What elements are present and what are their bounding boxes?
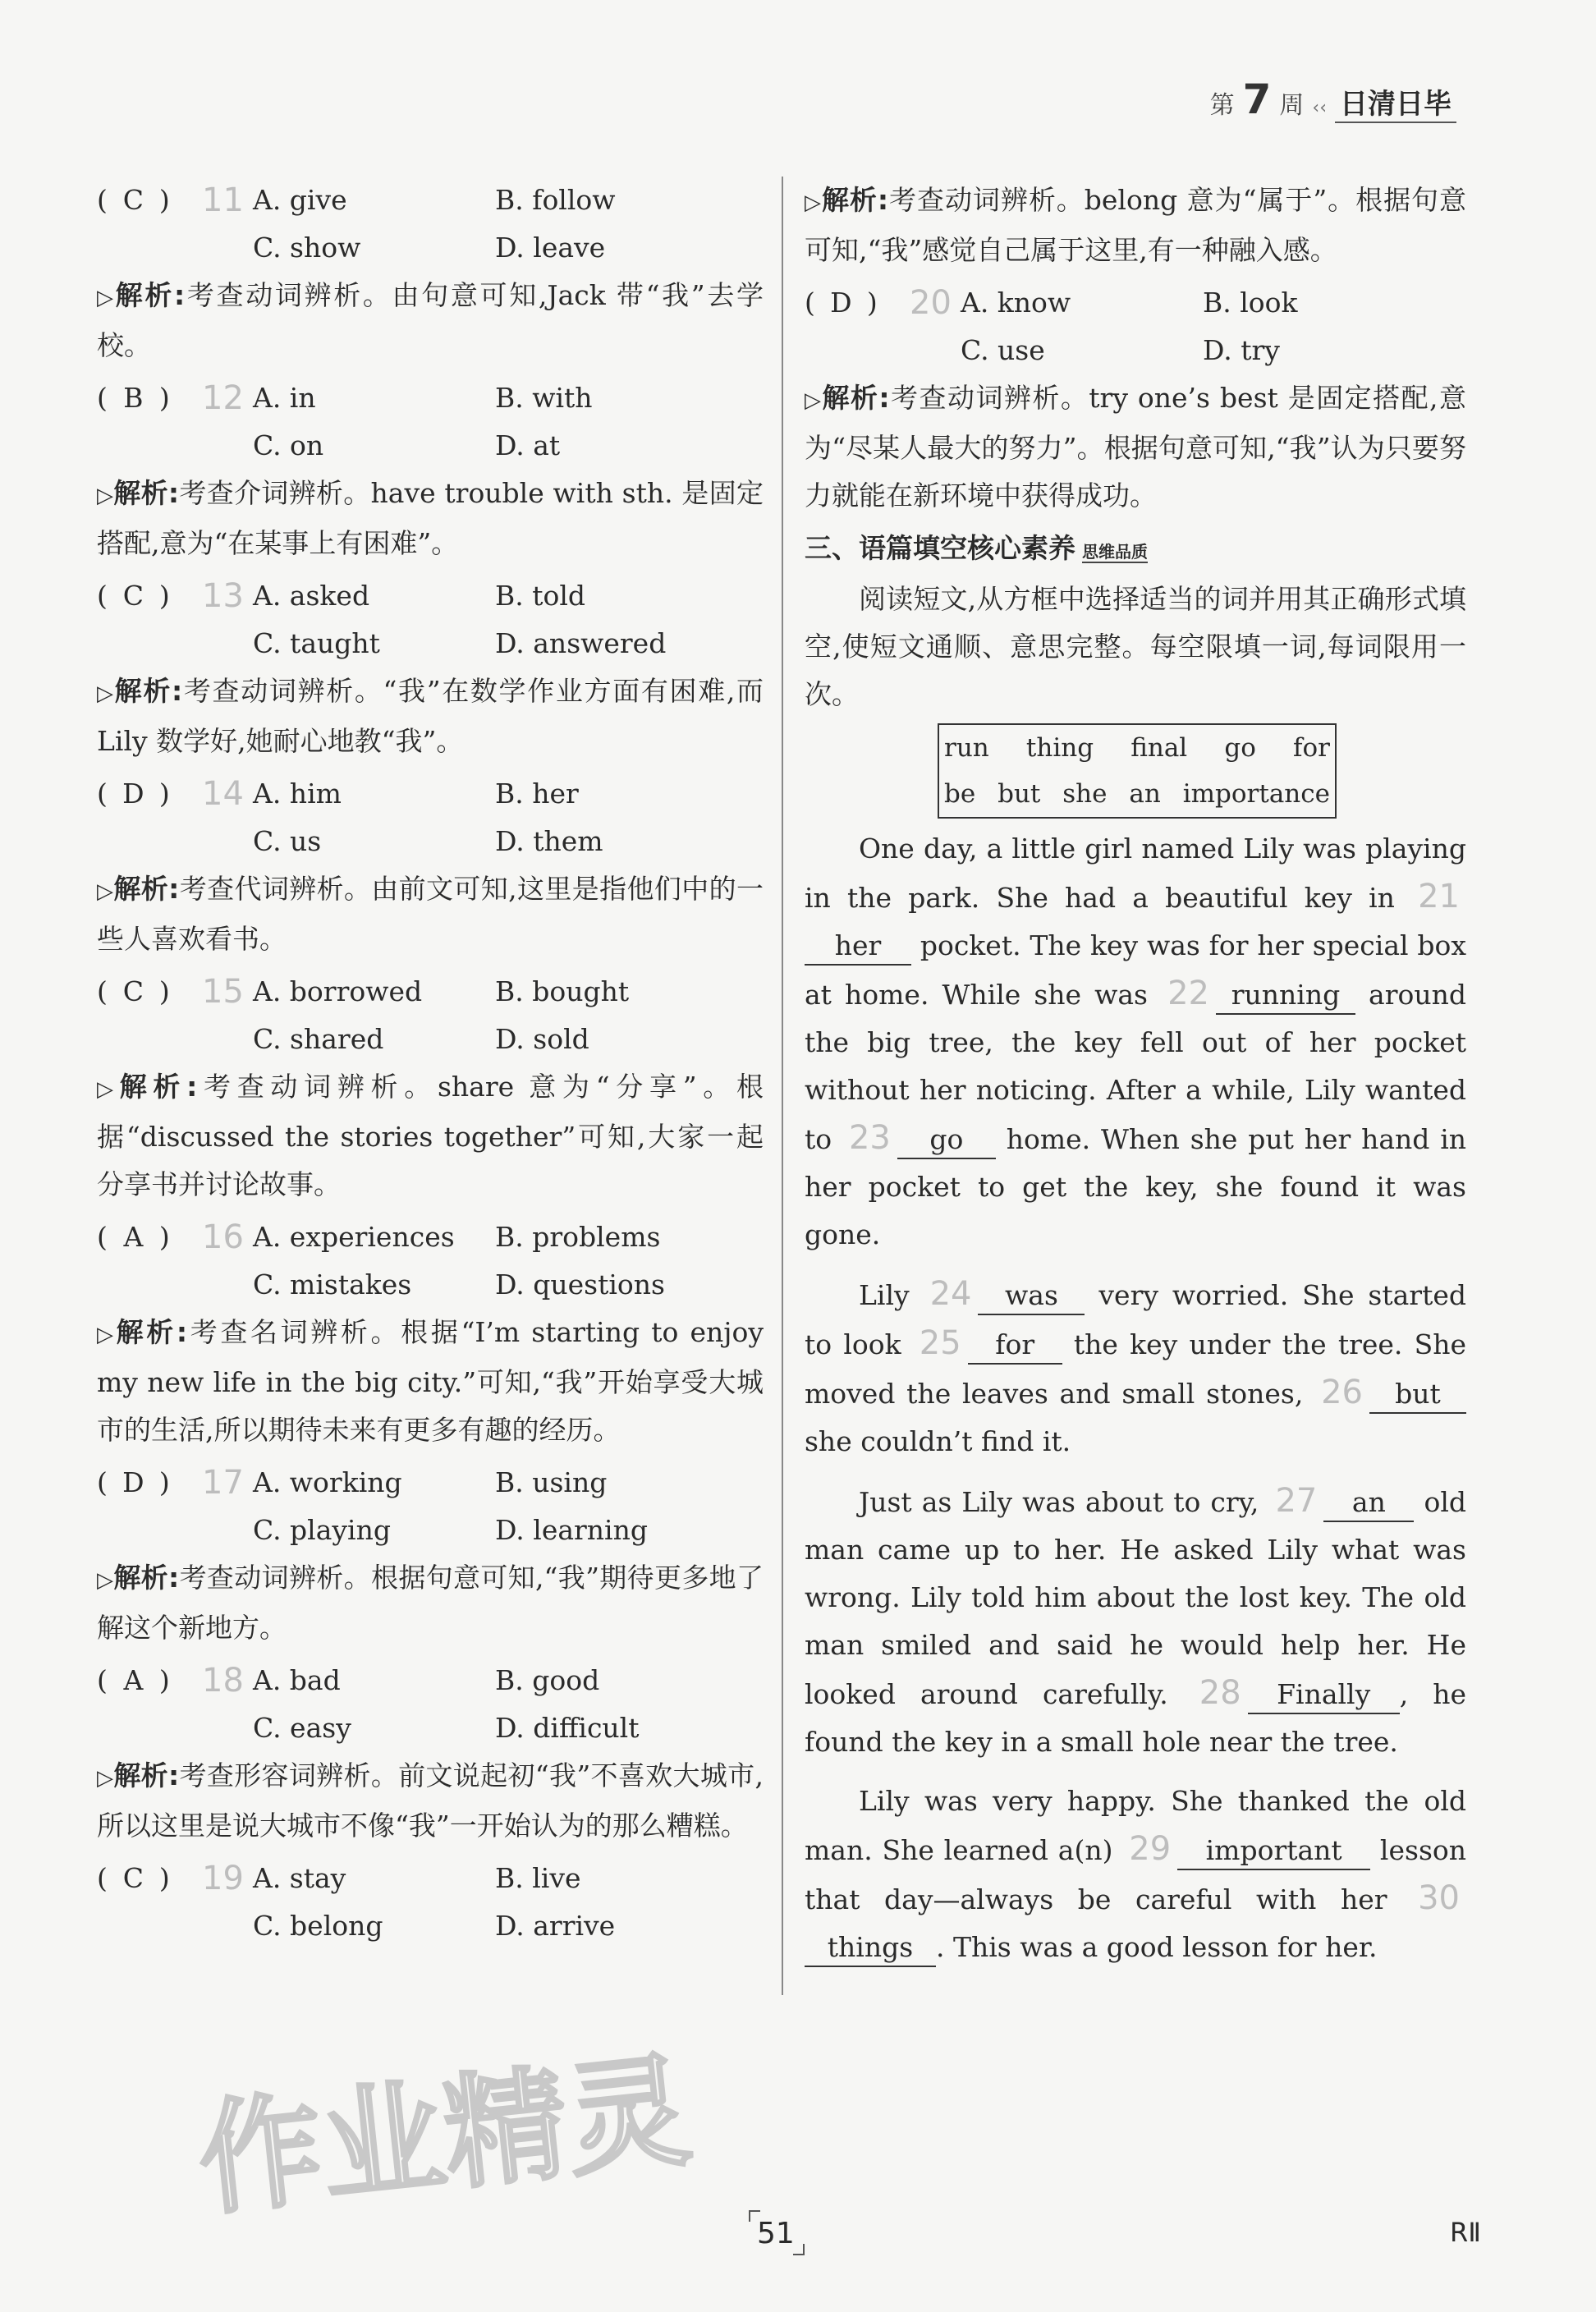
options — [253, 1855, 741, 1950]
option-c: C. on — [253, 429, 324, 461]
analysis-13 — [97, 667, 764, 765]
option-b: B. look — [1203, 287, 1298, 319]
paragraph-3 — [805, 1477, 1466, 1766]
text: the key under the tree. She moved the leaves and small stones, — [805, 1328, 1466, 1410]
word: an — [1129, 779, 1161, 809]
blank-number: 21 — [1418, 878, 1460, 915]
option-b: B. bought — [495, 975, 630, 1007]
triangle-icon: ▷ — [97, 1568, 114, 1593]
blank-answer: running — [1216, 977, 1355, 1015]
analysis-text: 考查名词辨析。根据“I’m starting to enjoy my new life in the big city.”可知,“我”开始享受大城市的生活,所以期待未来有更多有趣的经历。 — [97, 1316, 764, 1446]
analysis-text: 考查动词辨析。“我”在数学作业方面有困难,而 Lily 数学好,她耐心地教“我”。 — [97, 675, 764, 757]
triangle-icon: ▷ — [97, 1766, 114, 1791]
text: lesson that day—always be careful with her — [805, 1834, 1466, 1915]
blank-answer: go — [897, 1122, 996, 1159]
answer-paren: ( D ) — [97, 770, 202, 865]
answer: C — [122, 184, 144, 216]
blank-number: 25 — [919, 1324, 961, 1362]
analysis-label: 解析: — [113, 1562, 180, 1594]
question-11 — [97, 177, 764, 272]
analysis-14 — [97, 865, 764, 963]
triangle-icon: ▷ — [97, 286, 116, 310]
question-number: 14 — [202, 775, 244, 813]
blank-number: 27 — [1275, 1482, 1318, 1520]
section-instruction: 阅读短文,从方框中选择适当的词并用其正确形式填空,使短文通顺、意思完整。每空限填一词,每词限用一次。 — [805, 583, 1466, 710]
question-17 — [97, 1459, 764, 1554]
blank-answer: Finally — [1248, 1677, 1400, 1714]
word: thing — [1025, 733, 1094, 763]
question-15 — [97, 968, 764, 1063]
paragraph-4 — [805, 1778, 1466, 1971]
analysis-label: 解析: — [114, 675, 183, 707]
text: old man came up to her. He asked Lily what was wrong. Lily told him about the lost key. The old man smiled and said he would help her. He looked around carefully. — [805, 1486, 1466, 1710]
answer: A — [123, 1221, 144, 1253]
question-20 — [805, 279, 1466, 374]
question-number: 17 — [202, 1464, 244, 1502]
triangle-icon: ▷ — [97, 484, 114, 508]
edition-mark: RⅡ — [1450, 2217, 1481, 2248]
options — [961, 279, 1449, 374]
analysis-text: 考查动词辨析。由句意可知,Jack 带“我”去学校。 — [97, 279, 764, 361]
text: home. When she put her hand in her pocket to get the key, she found it was gone. — [805, 1123, 1467, 1250]
option-c: C. shared — [253, 1023, 384, 1055]
analysis-text: 考查介词辨析。have trouble with sth. 是固定搭配,意为“在某事上有困难”。 — [97, 477, 764, 559]
week-prefix: 第 — [1209, 91, 1235, 120]
question-number: 16 — [202, 1218, 244, 1256]
option-c: C. mistakes — [253, 1268, 412, 1300]
blank-answer: was — [978, 1278, 1085, 1315]
column-divider — [782, 177, 783, 1995]
analysis-label: 解析: — [119, 1071, 198, 1103]
analysis-11 — [97, 272, 764, 369]
text: . This was a good lesson for her. — [936, 1931, 1378, 1963]
answer-paren: ( C ) — [97, 177, 202, 272]
answer: C — [122, 975, 144, 1007]
passage — [805, 825, 1466, 1971]
analysis-19 — [805, 177, 1466, 274]
blank-answer: important — [1177, 1833, 1370, 1870]
option-d: D. leave — [495, 232, 606, 264]
blank-number: 26 — [1321, 1374, 1363, 1411]
text: Lily — [859, 1279, 910, 1311]
answer-paren: ( C ) — [97, 1855, 202, 1950]
option-d: D. arrive — [495, 1910, 616, 1942]
text: Lily was very happy. She thanked the old man. She learned a(n) — [805, 1785, 1466, 1866]
answer-paren: ( C ) — [97, 572, 202, 667]
option-c: C. us — [253, 825, 322, 857]
analysis-label: 解析: — [113, 477, 180, 509]
option-b: B. follow — [495, 184, 616, 216]
triangle-icon: ▷ — [805, 190, 822, 215]
text: , he found the key in a small hole near the tree. — [805, 1678, 1467, 1758]
triangle-icon: ▷ — [97, 681, 115, 706]
blank-answer: an — [1323, 1484, 1414, 1522]
blank-answer: things — [805, 1929, 936, 1967]
options — [253, 770, 741, 865]
question-number: 11 — [202, 181, 244, 219]
word: go — [1224, 733, 1256, 763]
question-14 — [97, 770, 764, 865]
option-d: D. answered — [495, 627, 667, 659]
answer: C — [122, 1862, 144, 1894]
word-row — [939, 771, 1335, 817]
option-c: C. show — [253, 232, 361, 264]
option-a: A. in — [253, 382, 316, 414]
option-a: A. him — [253, 778, 342, 810]
paragraph-1 — [805, 825, 1466, 1259]
option-d: D. try — [1203, 334, 1280, 366]
paragraph-2 — [805, 1270, 1466, 1466]
option-b: B. good — [495, 1664, 600, 1696]
week-number: 7 — [1242, 76, 1272, 123]
word-box — [938, 723, 1337, 819]
blank-number: 30 — [1418, 1879, 1460, 1917]
analysis-label: 解析: — [116, 1316, 188, 1348]
word: but — [998, 779, 1041, 809]
question-number: 19 — [202, 1860, 244, 1897]
text: Just as Lily was about to cry, — [859, 1486, 1259, 1518]
analysis-text: 考查动词辨析。根据句意可知,“我”期待更多地了解这个新地方。 — [97, 1562, 764, 1644]
analysis-label: 解析: — [115, 279, 186, 311]
analysis-16 — [97, 1309, 764, 1454]
analysis-label: 解析: — [113, 873, 180, 905]
option-d: D. difficult — [495, 1712, 640, 1744]
analysis-label: 解析: — [822, 382, 890, 414]
options — [253, 177, 741, 272]
blank-number: 29 — [1129, 1830, 1172, 1868]
question-number: 18 — [202, 1662, 244, 1700]
option-d: D. questions — [495, 1268, 665, 1300]
analysis-label: 解析: — [821, 184, 889, 216]
answer-paren: ( A ) — [97, 1213, 202, 1309]
triangle-icon: ▷ — [97, 879, 114, 904]
left-column — [97, 177, 764, 1950]
option-d: D. at — [495, 429, 561, 461]
answer-paren: ( D ) — [805, 279, 910, 374]
question-12 — [97, 374, 764, 470]
option-a: A. asked — [253, 580, 370, 612]
question-number: 15 — [202, 973, 244, 1011]
question-19 — [97, 1855, 764, 1950]
option-b: B. live — [495, 1862, 581, 1894]
word: she — [1062, 779, 1108, 809]
analysis-text: 考查代词辨析。由前文可知,这里是指他们中的一些人喜欢看书。 — [97, 873, 764, 955]
triangle-icon: ▷ — [805, 388, 823, 413]
triangle-icon: ▷ — [97, 1077, 120, 1102]
watermark: 作业精灵 — [192, 2039, 697, 2233]
option-d: D. learning — [495, 1514, 648, 1546]
analysis-15 — [97, 1063, 764, 1209]
blank-number: 24 — [929, 1275, 972, 1313]
option-a: A. know — [961, 287, 1071, 319]
answer: D — [830, 287, 852, 319]
right-column — [805, 177, 1466, 1983]
analysis-text: 考查动词辨析。belong 意为“属于”。根据句意可知,“我”感觉自己属于这里,有一种融入感。 — [805, 184, 1467, 266]
blank-number: 22 — [1167, 975, 1209, 1012]
question-13 — [97, 572, 764, 667]
option-b: B. using — [495, 1466, 608, 1498]
week-suffix: 周 — [1279, 91, 1305, 120]
analysis-20 — [805, 374, 1466, 520]
option-d: D. sold — [495, 1023, 589, 1055]
option-c: C. taught — [253, 627, 380, 659]
option-a: A. borrowed — [253, 975, 423, 1007]
options — [253, 1213, 741, 1309]
answer-paren: ( C ) — [97, 968, 202, 1063]
analysis-17 — [97, 1554, 764, 1652]
text: One day, a little girl named Lily was playing in the park. She had a beautiful key in — [805, 833, 1466, 914]
option-c: C. belong — [253, 1910, 383, 1942]
text: she couldn’t find it. — [805, 1425, 1071, 1457]
options — [253, 968, 741, 1063]
answer: B — [123, 382, 144, 414]
analysis-12 — [97, 470, 764, 567]
section-heading: 三、语篇填空核心素养 — [805, 532, 1075, 564]
brand-title: 日清日毕 — [1335, 81, 1456, 123]
answer-paren: ( D ) — [97, 1459, 202, 1554]
answer: D — [122, 778, 144, 810]
analysis-label: 解析: — [113, 1759, 180, 1791]
text: very worried. She started to look — [805, 1279, 1466, 1360]
blank-answer: her — [805, 928, 911, 966]
answer: A — [123, 1664, 144, 1696]
option-c: C. use — [961, 334, 1045, 366]
answer: C — [122, 580, 144, 612]
blank-number: 28 — [1199, 1674, 1241, 1712]
option-a: A. stay — [253, 1862, 346, 1894]
option-d: D. them — [495, 825, 603, 857]
section-title — [805, 525, 1466, 576]
option-b: B. told — [495, 580, 586, 612]
option-c: C. playing — [253, 1514, 391, 1546]
word: be — [944, 779, 976, 809]
text: pocket. The key was for her special box at home. While she was — [805, 929, 1466, 1011]
chevrons-icon: ‹‹ — [1312, 98, 1327, 118]
options — [253, 1459, 741, 1554]
answer-paren: ( B ) — [97, 374, 202, 470]
options — [253, 572, 741, 667]
question-number: 20 — [910, 284, 952, 322]
blank-number: 23 — [848, 1119, 891, 1157]
word: final — [1130, 733, 1188, 763]
option-b: B. with — [495, 382, 593, 414]
analysis-18 — [97, 1752, 764, 1850]
blank-answer: for — [968, 1327, 1062, 1365]
answer-paren: ( A ) — [97, 1657, 202, 1752]
question-number: 13 — [202, 577, 244, 615]
word: for — [1293, 733, 1330, 763]
blank-answer: but — [1369, 1376, 1466, 1414]
options — [253, 1657, 741, 1752]
analysis-text: 考查形容词辨析。前文说起初“我”不喜欢大城市,所以这里是说大城市不像“我”一开始认为的那么糟糕。 — [97, 1759, 764, 1842]
option-b: B. her — [495, 778, 579, 810]
option-a: A. working — [253, 1466, 402, 1498]
option-a: A. give — [253, 184, 347, 216]
header — [1210, 76, 1456, 123]
page-number: 51 — [757, 2217, 795, 2250]
word-row — [939, 725, 1335, 771]
question-16 — [97, 1213, 764, 1309]
triangle-icon: ▷ — [97, 1323, 117, 1347]
section-tag: 思维品质 — [1082, 542, 1148, 562]
options — [253, 374, 741, 470]
question-number: 12 — [202, 379, 244, 417]
analysis-text: 考查动词辨析。try one’s best 是固定搭配,意为“尽某人最大的努力”。根据句意可知,“我”认为只要努力就能在新环境中获得成功。 — [805, 382, 1466, 511]
question-18 — [97, 1657, 764, 1752]
option-a: A. experiences — [253, 1221, 455, 1253]
analysis-text: 考查动词辨析。share 意为“分享”。根据“discussed the stories together”可知,大家一起分享书并讨论故事。 — [97, 1071, 764, 1200]
word: run — [944, 733, 989, 763]
word: importance — [1182, 779, 1330, 809]
option-a: A. bad — [253, 1664, 341, 1696]
option-b: B. problems — [495, 1221, 661, 1253]
answer: D — [122, 1466, 144, 1498]
option-c: C. easy — [253, 1712, 351, 1744]
text: around the big tree, the key fell out of her pocket without her noticing. After a while, Lily wanted to — [805, 979, 1466, 1155]
